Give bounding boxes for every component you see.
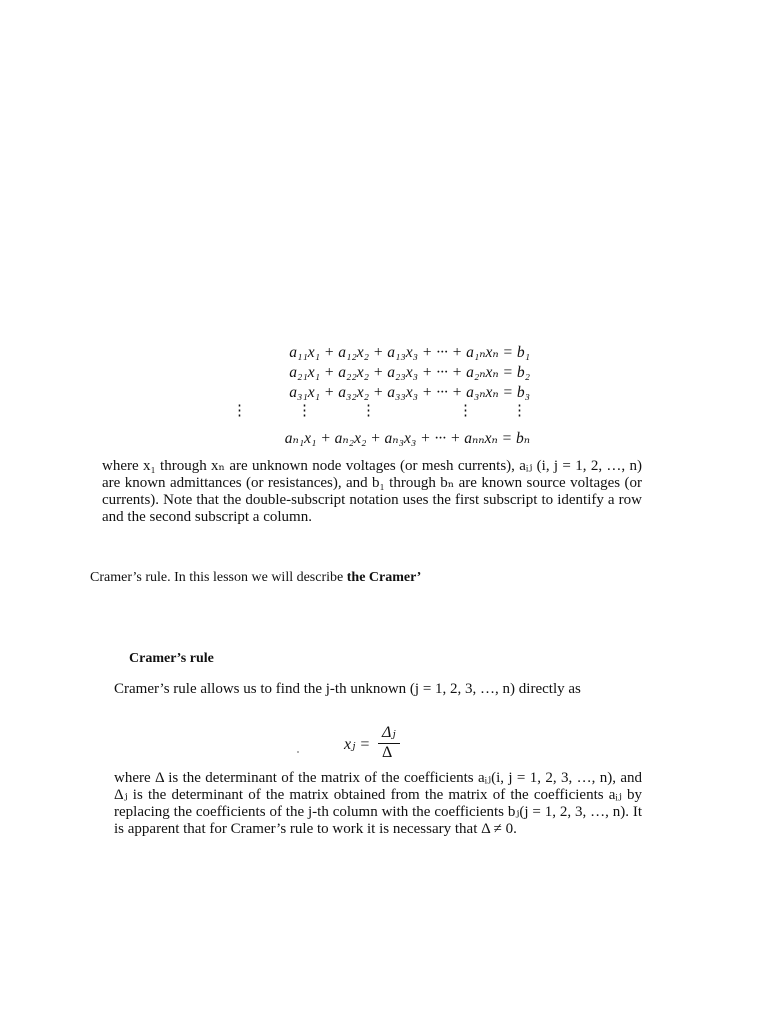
formula-denominator: Δ [382,744,393,761]
vdots-col-2: ⋮ [297,403,312,419]
vdots-col-1: ⋮ [232,403,247,419]
vdots-col-3: ⋮ [361,403,376,419]
caption-bold: the Cramer’ [346,570,422,585]
equation-row-n: aₙ₁x₁ + aₙ₂x₂ + aₙ₃x₃ + ··· + aₙₙxₙ = bₙ [284,430,530,447]
equation-row-1: a₁₁x₁ + a₁₂x₂ + a₁₃x₃ + ··· + a₁ₙxₙ = b₁ [289,344,530,361]
vdots-col-5: ⋮ [512,403,527,419]
cramer-formula [344,722,414,766]
equation-row-3: a₃₁x₁ + a₃₂x₂ + a₃₃x₃ + ··· + a₃ₙxₙ = b₃ [289,384,530,401]
caption-line [90,570,690,586]
vertical-ellipsis-row [0,404,768,428]
stray-dot [297,751,299,753]
formula-numerator: Δⱼ [382,724,396,741]
equation-row-2: a₂₁x₁ + a₂₂x₂ + a₂₃x₃ + ··· + a₂ₙxₙ = b₂ [289,364,530,381]
section-heading: Cramer’s rule [129,651,214,666]
paragraph-unknowns: where x₁ through xₙ are unknown node voltages (or mesh currents), aᵢⱼ (i, j = 1, 2, …, n) are known admittances (or resistances), and b₁ through bₙ are known source voltages (or currents). Note that the double-subscript notation uses the first subscript to identify a row and the second subscript a column. [102,458,642,525]
caption-text: Cramer’s rule. In this lesson we will describe [90,570,347,585]
formula-lhs: xⱼ = [344,736,371,753]
paragraph-determinant: where Δ is the determinant of the matrix of the coefficients aᵢⱼ(i, j = 1, 2, 3, …, n), and Δⱼ is the determinant of the matrix obtained from the matrix of the coefficients aᵢⱼ by replacing the coefficients of the j-th column with the coefficients bⱼ(j = 1, 2, 3, …, n). It is apparent that for Cramer’s rule to work it is necessary that Δ ≠ 0. [114,770,642,837]
vdots-col-4: ⋮ [458,403,473,419]
paragraph-cramer-intro: Cramer’s rule allows us to find the j-th unknown (j = 1, 2, 3, …, n) directly as [114,681,581,697]
